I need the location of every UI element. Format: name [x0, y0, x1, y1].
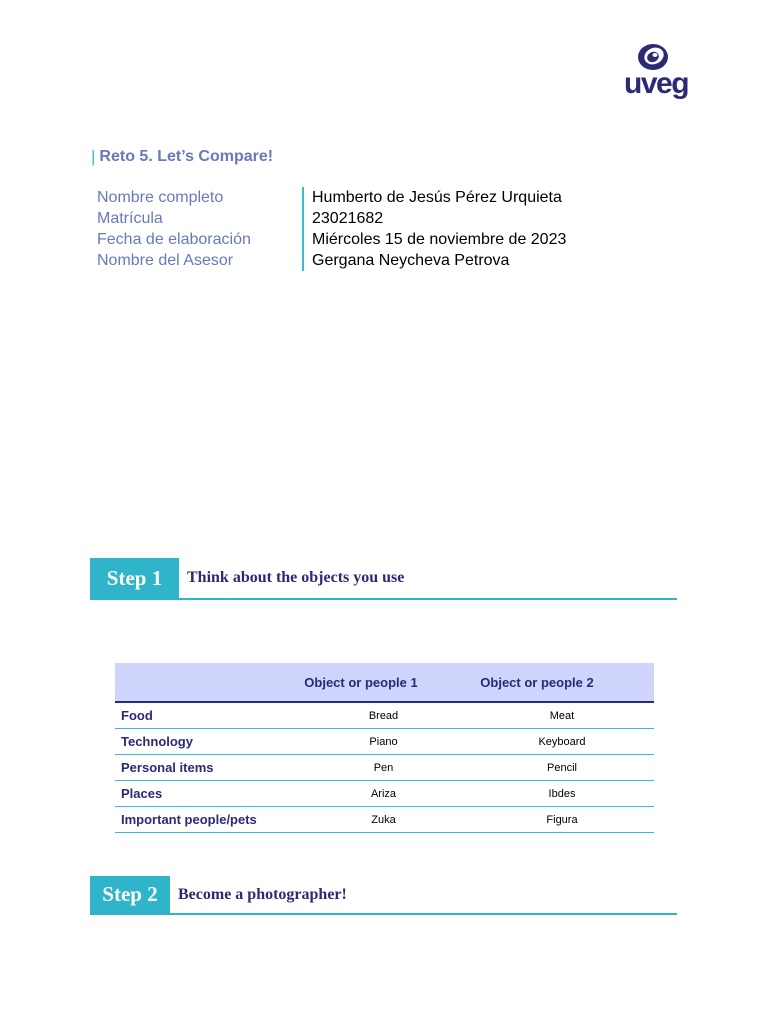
info-label: Nombre del Asesor: [97, 251, 234, 269]
row-item-2: Figura: [546, 813, 578, 826]
info-value: Miércoles 15 de noviembre de 2023: [312, 230, 567, 248]
row-item-1: Ariza: [370, 787, 397, 800]
row-category: Technology: [121, 734, 193, 749]
step-2-badge: Step 2: [90, 876, 170, 913]
info-row-date: [97, 229, 566, 250]
table-row: [115, 703, 654, 729]
table-row: [115, 781, 654, 807]
info-divider: [302, 208, 304, 229]
info-value: 23021682: [312, 209, 384, 227]
info-label: Nombre completo: [97, 188, 224, 206]
row-item-1: Zuka: [371, 813, 396, 826]
step-1-text: Think about the objects you use: [187, 569, 405, 586]
row-item-2: Meat: [549, 709, 575, 722]
table-header-object-2: Object or people 2: [480, 674, 594, 690]
row-item-1: Bread: [368, 709, 399, 722]
objects-table: [115, 663, 654, 833]
info-label: Matrícula: [97, 209, 163, 227]
student-info: [97, 187, 566, 271]
info-divider: [302, 250, 304, 271]
info-label: Fecha de elaboración: [97, 230, 251, 248]
title-marker: |: [91, 147, 96, 166]
table-row: [115, 807, 654, 833]
info-value: Gergana Neycheva Petrova: [312, 251, 510, 269]
title-text: Reto 5. Let’s Compare!: [99, 148, 274, 165]
info-row-advisor: [97, 250, 566, 271]
info-divider: [302, 187, 304, 208]
row-category: Food: [121, 708, 153, 723]
table-header: [115, 663, 654, 703]
row-item-2: Keyboard: [538, 735, 586, 748]
row-category: Important people/pets: [121, 812, 257, 827]
row-item-1: Pen: [373, 761, 394, 774]
row-item-1: Piano: [369, 735, 398, 748]
info-divider: [302, 229, 304, 250]
row-category: Places: [121, 786, 163, 801]
info-row-id: [97, 208, 566, 229]
row-item-2: Pencil: [547, 761, 577, 774]
document-title: [91, 148, 273, 166]
table-row: [115, 729, 654, 755]
uveg-logo: [622, 42, 689, 102]
step-2-header: [90, 876, 677, 915]
table-row: [115, 755, 654, 781]
step-1-header: [90, 558, 677, 600]
row-category: Personal items: [121, 760, 214, 775]
info-value: Humberto de Jesús Pérez Urquieta: [312, 188, 562, 206]
info-row-name: [97, 187, 566, 208]
logo-text: uveg: [624, 67, 689, 100]
table-header-object-1: Object or people 1: [304, 674, 418, 690]
step-2-text: Become a photographer!: [178, 885, 347, 903]
step-1-badge: Step 1: [90, 558, 179, 598]
row-item-2: Ibdes: [548, 787, 576, 800]
